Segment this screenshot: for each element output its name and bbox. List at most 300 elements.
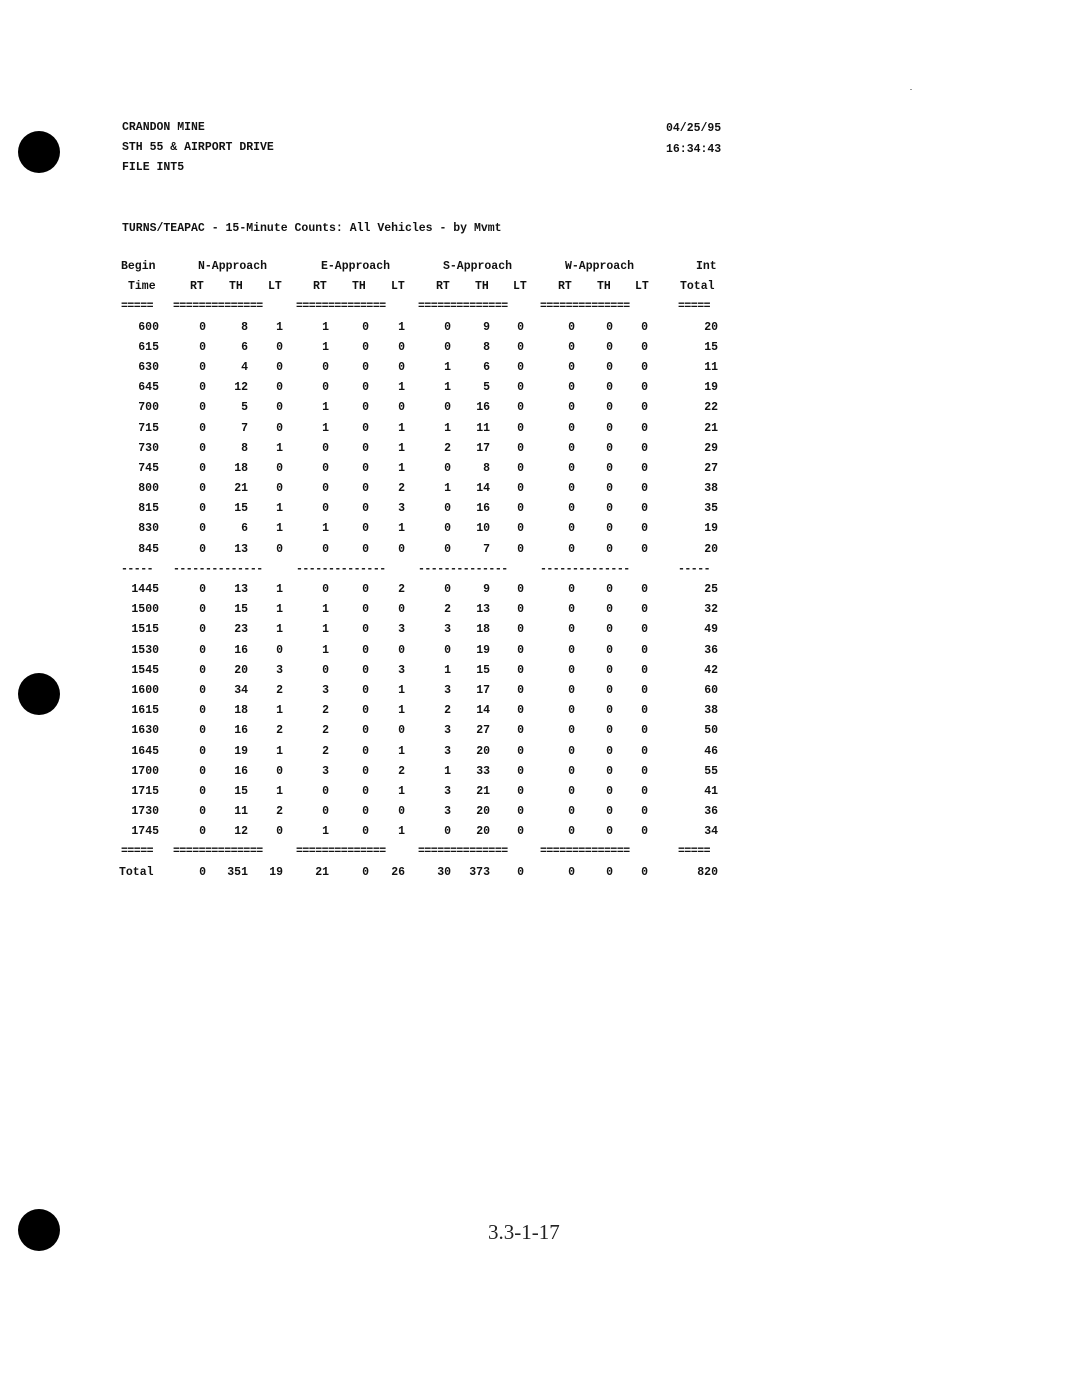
count-cell: 0 (276, 421, 283, 435)
count-cell: 8 (483, 340, 490, 354)
count-cell: 0 (641, 542, 648, 556)
count-cell: 0 (568, 441, 575, 455)
count-cell: 0 (362, 583, 369, 596)
count-cell: 20 (704, 320, 718, 334)
count-cell: 0 (641, 825, 648, 839)
count-cell: 0 (641, 381, 648, 395)
count-cell: 0 (606, 663, 613, 677)
count-cell: 0 (362, 482, 369, 496)
count-cell: 0 (199, 825, 206, 839)
count-cell: 60 (704, 683, 718, 697)
count-cell: 0 (362, 603, 369, 617)
header-time: 16:34:43 (666, 143, 722, 156)
punch-hole-middle (18, 673, 60, 715)
count-cell: 0 (199, 583, 206, 596)
count-cell: 0 (199, 724, 206, 738)
count-cell: 0 (517, 360, 524, 374)
punch-hole-top (18, 131, 60, 173)
count-cell: 0 (444, 502, 451, 516)
count-cell: 0 (568, 522, 575, 536)
count-cell: 1 (322, 522, 329, 536)
count-cell: 0 (517, 764, 524, 778)
count-cell: 0 (568, 502, 575, 516)
count-cell: 21 (704, 421, 718, 435)
count-cell: 7 (483, 542, 490, 556)
count-cell: 16 (234, 764, 248, 778)
count-cell: 2 (322, 704, 329, 718)
count-cell: 20 (476, 805, 490, 819)
count-cell: 2 (322, 744, 329, 758)
count-cell: 17 (476, 683, 490, 697)
begin-time-cell: 1615 (131, 704, 159, 718)
count-cell: 19 (234, 744, 248, 758)
count-cell: 0 (362, 320, 369, 334)
count-cell: 6 (483, 360, 490, 374)
header-project: CRANDON MINE (122, 121, 205, 134)
approach-label: N-Approach (198, 260, 268, 273)
count-cell: 29 (704, 441, 718, 455)
count-cell: 0 (322, 360, 329, 374)
count-cell: 0 (362, 461, 369, 475)
header-location: STH 55 & AIRPORT DRIVE (122, 141, 274, 154)
count-cell: 1 (398, 522, 405, 536)
count-cell: 1 (322, 401, 329, 415)
movement-label: RT (436, 280, 450, 294)
count-cell: 1 (398, 421, 405, 435)
rule-segment: ===== (121, 300, 154, 314)
count-cell: 0 (199, 482, 206, 496)
count-cell: 0 (199, 643, 206, 657)
count-cell: 0 (606, 683, 613, 697)
count-cell: 0 (606, 784, 613, 798)
count-cell: 49 (704, 623, 718, 637)
count-cell: 0 (606, 583, 613, 596)
total-cell: 351 (227, 865, 248, 879)
count-cell: 0 (199, 502, 206, 516)
count-cell: 0 (606, 482, 613, 496)
count-cell: 8 (241, 320, 248, 334)
count-cell: 0 (606, 401, 613, 415)
count-cell: 1 (398, 683, 405, 697)
count-cell: 6 (241, 522, 248, 536)
count-cell: 36 (704, 805, 718, 819)
count-cell: 0 (517, 603, 524, 617)
begin-time-cell: 715 (138, 421, 159, 435)
total-cell: 0 (641, 865, 648, 879)
count-cell: 0 (362, 683, 369, 697)
header-file: FILE INT5 (122, 161, 185, 174)
count-cell: 0 (199, 623, 206, 637)
count-cell: 34 (234, 683, 248, 697)
count-cell: 41 (704, 784, 718, 798)
count-cell: 1 (276, 744, 283, 758)
begin-time-cell: 830 (138, 522, 159, 536)
begin-time-cell: 1630 (131, 724, 159, 738)
count-cell: 0 (641, 482, 648, 496)
total-cell: 19 (269, 865, 283, 879)
movement-label: RT (558, 280, 572, 294)
count-cell: 25 (704, 583, 718, 596)
count-cell: 21 (476, 784, 490, 798)
count-cell: 55 (704, 764, 718, 778)
count-cell: 0 (568, 340, 575, 354)
begin-time-cell: 615 (138, 340, 159, 354)
count-cell: 1 (276, 784, 283, 798)
rule-segment: -------------- (540, 562, 630, 576)
count-cell: 12 (234, 825, 248, 839)
count-cell: 1 (398, 441, 405, 455)
count-cell: 0 (606, 724, 613, 738)
count-cell: 0 (444, 522, 451, 536)
count-cell: 1 (322, 320, 329, 334)
count-cell: 3 (322, 683, 329, 697)
count-cell: 0 (517, 643, 524, 657)
count-cell: 0 (362, 744, 369, 758)
count-cell: 0 (568, 805, 575, 819)
scan-speck (910, 89, 912, 90)
count-cell: 6 (241, 340, 248, 354)
count-cell: 0 (199, 360, 206, 374)
count-cell: 0 (276, 401, 283, 415)
count-cell: 0 (517, 744, 524, 758)
count-cell: 1 (398, 381, 405, 395)
begin-time-cell: 700 (138, 401, 159, 415)
begin-time-cell: 815 (138, 502, 159, 516)
count-cell: 1 (322, 421, 329, 435)
count-cell: 0 (641, 360, 648, 374)
movement-label: RT (190, 280, 204, 294)
rule-segment: ----- (121, 562, 154, 576)
count-cell: 0 (517, 542, 524, 556)
count-cell: 0 (322, 461, 329, 475)
count-cell: 1 (322, 603, 329, 617)
count-cell: 0 (606, 381, 613, 395)
count-cell: 0 (641, 643, 648, 657)
count-cell: 20 (704, 542, 718, 556)
total-cell: 21 (315, 865, 329, 879)
count-cell: 19 (704, 381, 718, 395)
count-cell: 0 (322, 502, 329, 516)
count-cell: 1 (398, 704, 405, 718)
punch-hole-bottom (18, 1209, 60, 1251)
count-cell: 0 (517, 502, 524, 516)
count-cell: 0 (568, 704, 575, 718)
count-cell: 0 (444, 461, 451, 475)
count-cell: 0 (398, 603, 405, 617)
count-cell: 0 (199, 744, 206, 758)
count-cell: 0 (398, 401, 405, 415)
count-cell: 0 (568, 603, 575, 617)
count-cell: 0 (199, 663, 206, 677)
begin-time-cell: 1700 (131, 764, 159, 778)
approach-label: S-Approach (443, 260, 513, 273)
count-cell: 0 (444, 320, 451, 334)
header-date: 04/25/95 (666, 122, 722, 135)
rule-segment: ============== (540, 300, 630, 314)
count-cell: 0 (641, 764, 648, 778)
rule-segment: -------------- (173, 562, 263, 576)
count-cell: 15 (234, 784, 248, 798)
count-cell: 0 (199, 320, 206, 334)
count-cell: 2 (276, 805, 283, 819)
count-cell: 3 (444, 623, 451, 637)
count-cell: 0 (568, 482, 575, 496)
count-cell: 35 (704, 502, 718, 516)
count-cell: 0 (641, 320, 648, 334)
total-cell: 373 (469, 865, 490, 879)
count-cell: 1 (398, 461, 405, 475)
count-cell: 0 (606, 340, 613, 354)
count-cell: 0 (276, 381, 283, 395)
count-cell: 0 (276, 482, 283, 496)
count-cell: 1 (276, 502, 283, 516)
count-cell: 0 (276, 825, 283, 839)
count-cell: 8 (483, 461, 490, 475)
total-cell: 0 (199, 865, 206, 879)
count-cell: 34 (704, 825, 718, 839)
count-cell: 0 (641, 421, 648, 435)
count-cell: 0 (362, 663, 369, 677)
count-cell: 38 (704, 704, 718, 718)
count-cell: 2 (276, 724, 283, 738)
count-cell: 0 (517, 482, 524, 496)
count-cell: 0 (568, 360, 575, 374)
total-cell: 0 (362, 865, 369, 879)
count-cell: 13 (234, 542, 248, 556)
count-cell: 0 (398, 360, 405, 374)
total-cell: 820 (697, 865, 718, 879)
count-cell: 0 (276, 461, 283, 475)
count-cell: 0 (606, 623, 613, 637)
count-cell: 0 (517, 805, 524, 819)
count-cell: 0 (362, 421, 369, 435)
rule-segment: -------------- (418, 562, 508, 576)
count-cell: 0 (606, 441, 613, 455)
count-cell: 0 (641, 744, 648, 758)
count-cell: 17 (476, 441, 490, 455)
count-cell: 0 (568, 663, 575, 677)
count-cell: 0 (641, 441, 648, 455)
count-cell: 0 (606, 603, 613, 617)
count-cell: 38 (704, 482, 718, 496)
begin-time-cell: 1545 (131, 663, 159, 677)
count-cell: 1 (276, 704, 283, 718)
count-cell: 15 (234, 502, 248, 516)
begin-time-cell: 645 (138, 381, 159, 395)
count-cell: 0 (568, 724, 575, 738)
count-cell: 0 (517, 724, 524, 738)
count-cell: 0 (517, 784, 524, 798)
count-cell: 0 (398, 643, 405, 657)
count-cell: 2 (444, 441, 451, 455)
count-cell: 0 (322, 441, 329, 455)
rule-segment: ===== (121, 845, 154, 859)
count-cell: 2 (398, 764, 405, 778)
count-cell: 15 (476, 663, 490, 677)
count-cell: 0 (517, 381, 524, 395)
count-cell: 11 (234, 805, 248, 819)
count-cell: 3 (276, 663, 283, 677)
count-cell: 0 (398, 724, 405, 738)
count-cell: 0 (606, 421, 613, 435)
count-cell: 1 (322, 643, 329, 657)
movement-label: TH (229, 280, 243, 294)
count-cell: 46 (704, 744, 718, 758)
count-cell: 0 (606, 744, 613, 758)
rule-segment: ===== (678, 300, 711, 314)
count-cell: 1 (276, 603, 283, 617)
count-cell: 0 (641, 583, 648, 596)
count-cell: 0 (322, 784, 329, 798)
count-cell: 10 (476, 522, 490, 536)
count-cell: 0 (606, 522, 613, 536)
begin-time-cell: 1515 (131, 623, 159, 637)
count-cell: 0 (199, 805, 206, 819)
count-cell: 0 (641, 340, 648, 354)
count-cell: 20 (476, 744, 490, 758)
rule-segment: ===== (678, 845, 711, 859)
count-cell: 13 (476, 603, 490, 617)
count-cell: 0 (199, 461, 206, 475)
count-cell: 0 (606, 502, 613, 516)
count-cell: 0 (362, 401, 369, 415)
count-cell: 0 (362, 623, 369, 637)
count-cell: 0 (641, 401, 648, 415)
count-cell: 0 (606, 643, 613, 657)
count-cell: 0 (606, 360, 613, 374)
count-cell: 0 (606, 764, 613, 778)
count-cell: 16 (476, 502, 490, 516)
count-cell: 0 (199, 421, 206, 435)
begin-time-cell: 730 (138, 441, 159, 455)
count-cell: 0 (568, 401, 575, 415)
count-cell: 2 (444, 704, 451, 718)
rule-segment: ============== (540, 845, 630, 859)
count-cell: 0 (199, 522, 206, 536)
count-cell: 0 (517, 663, 524, 677)
count-cell: 1 (276, 522, 283, 536)
movement-label: LT (635, 280, 649, 294)
count-cell: 0 (517, 441, 524, 455)
count-cell: 0 (362, 784, 369, 798)
rule-segment: ============== (173, 300, 263, 314)
count-cell: 22 (704, 401, 718, 415)
count-cell: 0 (322, 805, 329, 819)
count-cell: 0 (517, 704, 524, 718)
count-cell: 0 (199, 381, 206, 395)
count-cell: 5 (483, 381, 490, 395)
count-cell: 14 (476, 482, 490, 496)
count-cell: 0 (362, 340, 369, 354)
count-cell: 0 (362, 360, 369, 374)
count-cell: 3 (444, 724, 451, 738)
count-cell: 1 (398, 320, 405, 334)
begin-time-cell: 1730 (131, 805, 159, 819)
begin-time-cell: 1745 (131, 825, 159, 839)
count-cell: 19 (476, 643, 490, 657)
count-cell: 0 (362, 643, 369, 657)
count-cell: 0 (517, 623, 524, 637)
count-cell: 0 (362, 825, 369, 839)
movement-label: LT (268, 280, 282, 294)
count-cell: 0 (641, 461, 648, 475)
begin-time-cell: 630 (138, 360, 159, 374)
count-cell: 0 (606, 805, 613, 819)
count-cell: 0 (362, 724, 369, 738)
count-cell: 16 (234, 643, 248, 657)
count-cell: 3 (398, 623, 405, 637)
count-cell: 9 (483, 583, 490, 596)
count-cell: 0 (322, 583, 329, 596)
count-cell: 0 (276, 542, 283, 556)
approach-label: E-Approach (321, 260, 391, 273)
count-cell: 1 (444, 764, 451, 778)
count-cell: 0 (362, 502, 369, 516)
count-cell: 0 (199, 401, 206, 415)
count-cell: 0 (568, 542, 575, 556)
count-cell: 0 (322, 542, 329, 556)
movement-label: TH (352, 280, 366, 294)
count-cell: 27 (476, 724, 490, 738)
count-cell: 0 (517, 683, 524, 697)
count-cell: 0 (322, 482, 329, 496)
count-cell: 0 (362, 441, 369, 455)
count-cell: 18 (234, 704, 248, 718)
approach-label: W-Approach (565, 260, 635, 273)
count-cell: 0 (398, 340, 405, 354)
count-cell: 0 (568, 744, 575, 758)
count-cell: 0 (362, 381, 369, 395)
count-cell: 0 (568, 583, 575, 596)
count-cell: 0 (517, 320, 524, 334)
count-cell: 0 (199, 542, 206, 556)
count-cell: 3 (322, 764, 329, 778)
page-number: 3.3-1-17 (488, 1220, 560, 1244)
count-cell: 0 (322, 381, 329, 395)
count-cell: 21 (234, 482, 248, 496)
count-cell: 0 (199, 441, 206, 455)
total-cell: 0 (568, 865, 575, 879)
movement-label: TH (475, 280, 489, 294)
begin-time-cell: 745 (138, 461, 159, 475)
count-cell: 0 (568, 381, 575, 395)
count-cell: 5 (241, 401, 248, 415)
count-cell: 0 (362, 704, 369, 718)
count-cell: 2 (398, 482, 405, 496)
count-cell: 3 (444, 683, 451, 697)
count-cell: 0 (606, 825, 613, 839)
count-cell: 9 (483, 320, 490, 334)
count-cell: 1 (276, 441, 283, 455)
begin-time-cell: 1445 (131, 583, 159, 596)
total-row-label: Total (119, 865, 154, 879)
count-cell: 0 (568, 421, 575, 435)
count-cell: 1 (444, 482, 451, 496)
movement-label: LT (513, 280, 527, 294)
time-label: Time (128, 280, 156, 294)
begin-time-cell: 845 (138, 542, 159, 556)
count-cell: 1 (444, 360, 451, 374)
count-cell: 0 (199, 784, 206, 798)
count-cell: 0 (362, 805, 369, 819)
count-cell: 0 (568, 643, 575, 657)
total-cell: 0 (517, 865, 524, 879)
count-cell: 11 (704, 360, 718, 374)
count-cell: 3 (444, 784, 451, 798)
count-cell: 0 (641, 522, 648, 536)
begin-time-cell: 600 (138, 320, 159, 334)
movement-label: TH (597, 280, 611, 294)
